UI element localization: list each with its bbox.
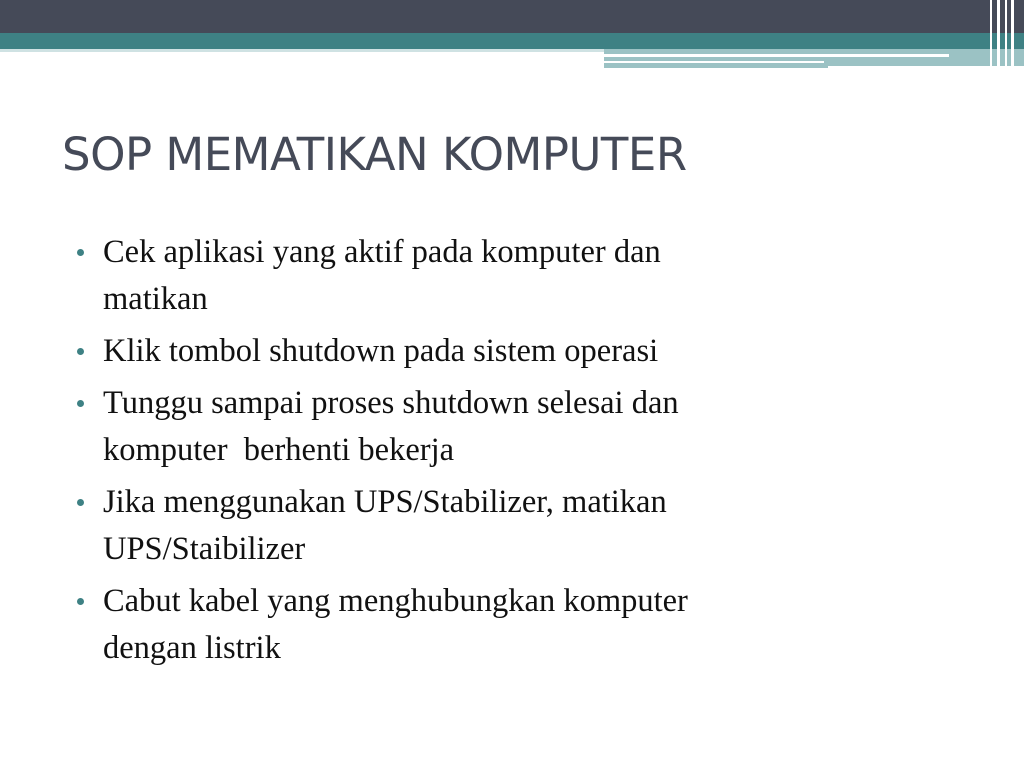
list-item: [76, 380, 956, 474]
header-stripe: [604, 54, 949, 57]
slide-title: SOP MEMATIKAN KOMPUTER: [62, 128, 687, 181]
bullet-icon: [77, 400, 84, 407]
header-band-teal-thin: [0, 49, 604, 52]
list-item: [76, 229, 956, 323]
list-item: [76, 479, 956, 573]
bullet-text: Tunggu sampai proses shutdown selesai dan komputer berhenti bekerja: [103, 385, 679, 468]
bullet-text: Cabut kabel yang menghubungkan komputer dengan listrik: [103, 583, 688, 666]
bullet-text: Jika menggunakan UPS/Stabilizer, matikan UPS/Staibilizer: [103, 484, 667, 567]
header-vertical-lines: [990, 0, 1018, 68]
bullet-icon: [77, 499, 84, 506]
bullet-text: Klik tombol shutdown pada sistem operasi: [103, 333, 659, 369]
header-stripe: [604, 61, 824, 63]
bullet-text: Cek aplikasi yang aktif pada komputer dan matikan: [103, 234, 661, 317]
bullet-list: [76, 229, 956, 677]
bullet-icon: [77, 348, 84, 355]
header-band-dark: [0, 0, 1024, 33]
header-band-teal: [0, 33, 1024, 49]
list-item: [76, 328, 956, 375]
bullet-icon: [77, 598, 84, 605]
list-item: [76, 578, 956, 672]
bullet-icon: [77, 249, 84, 256]
